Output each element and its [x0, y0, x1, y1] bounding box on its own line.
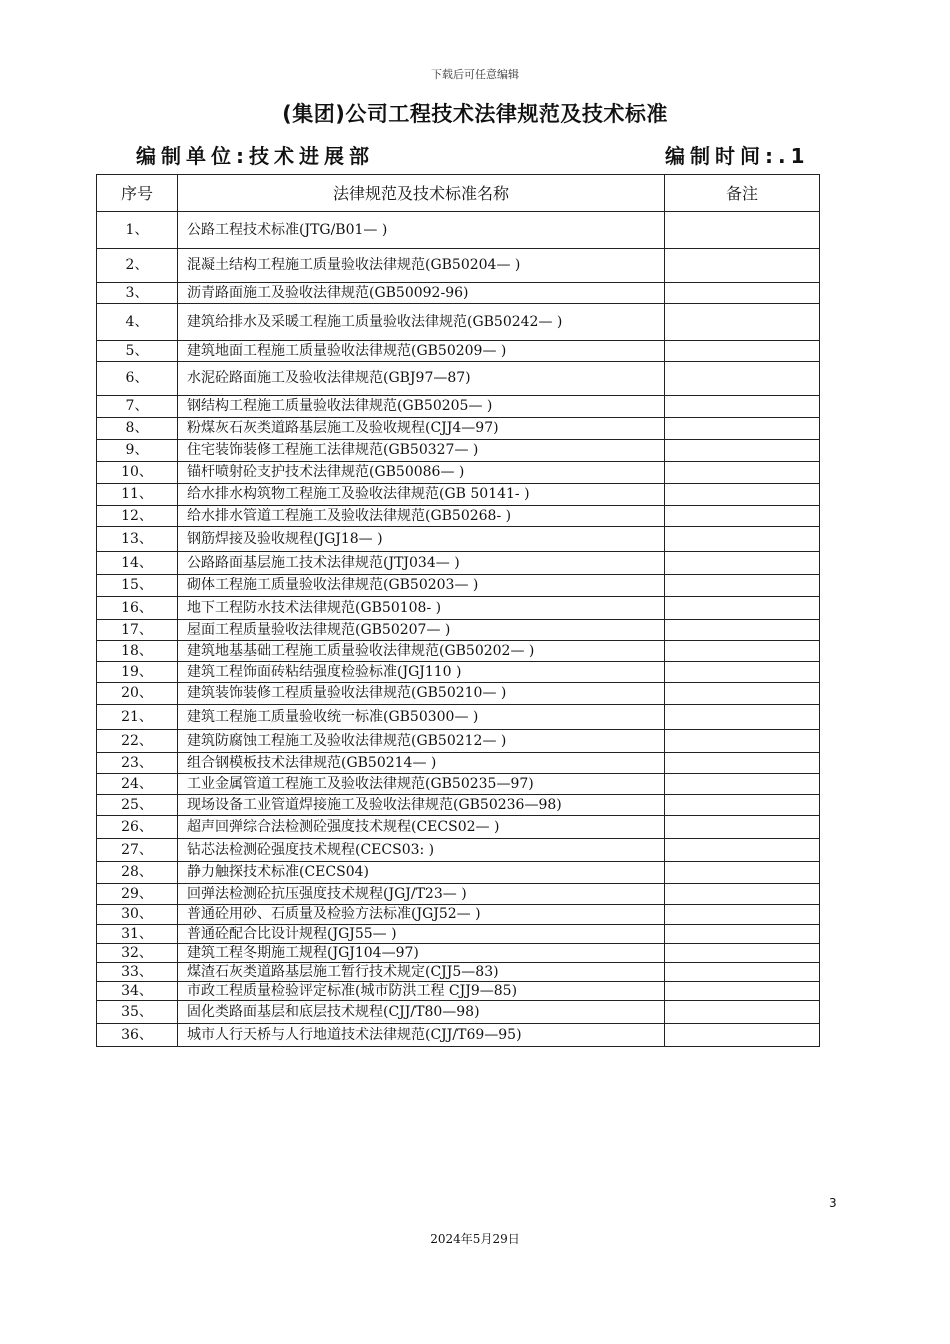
row-remarks: [665, 839, 820, 862]
table-row: [97, 944, 820, 963]
table-header-row: [97, 175, 820, 212]
row-standard-name: 地下工程防水技术法律规范(GB50108- ): [178, 597, 665, 620]
row-standard-name: 混凝土结构工程施工质量验收法律规范(GB50204— ): [178, 249, 665, 283]
row-standard-name: 建筑装饰装修工程质量验收法律规范(GB50210— ): [178, 683, 665, 705]
table-row: [97, 304, 820, 341]
row-remarks: [665, 662, 820, 683]
row-standard-name: 建筑工程冬期施工规程(JGJ104—97): [178, 944, 665, 963]
row-remarks: [665, 982, 820, 1001]
row-remarks: [665, 1024, 820, 1047]
row-remarks: [665, 944, 820, 963]
table-row: [97, 620, 820, 641]
row-serial-number: 12、: [97, 506, 178, 527]
row-serial-number: 19、: [97, 662, 178, 683]
table-row: [97, 440, 820, 462]
row-serial-number: 36、: [97, 1024, 178, 1047]
row-remarks: [665, 396, 820, 418]
standards-table: [96, 174, 820, 1047]
row-standard-name: 住宅装饰装修工程施工法律规范(GB50327— ): [178, 440, 665, 462]
row-remarks: [665, 440, 820, 462]
row-serial-number: 24、: [97, 774, 178, 795]
row-serial-number: 11、: [97, 484, 178, 506]
row-serial-number: 7、: [97, 396, 178, 418]
table-row: [97, 1001, 820, 1024]
row-standard-name: 钢筋焊接及验收规程(JGJ18— ): [178, 527, 665, 552]
row-serial-number: 27、: [97, 839, 178, 862]
row-remarks: [665, 484, 820, 506]
row-standard-name: 工业金属管道工程施工及验收法律规范(GB50235—97): [178, 774, 665, 795]
table-row: [97, 575, 820, 597]
row-remarks: [665, 705, 820, 730]
row-serial-number: 3、: [97, 283, 178, 304]
row-standard-name: 建筑地基基础工程施工质量验收法律规范(GB50202— ): [178, 641, 665, 662]
row-serial-number: 31、: [97, 925, 178, 944]
row-serial-number: 29、: [97, 884, 178, 905]
row-standard-name: 回弹法检测砼抗压强度技术规程(JGJ/T23— ): [178, 884, 665, 905]
row-remarks: [665, 341, 820, 362]
row-serial-number: 15、: [97, 575, 178, 597]
table-row: [97, 249, 820, 283]
row-standard-name: 砌体工程施工质量验收法律规范(GB50203— ): [178, 575, 665, 597]
page-number: 3: [829, 1196, 837, 1210]
row-remarks: [665, 925, 820, 944]
table-row: [97, 418, 820, 440]
compiling-unit: 编制单位:技术进展部: [136, 144, 374, 168]
table-row: [97, 396, 820, 418]
row-serial-number: 13、: [97, 527, 178, 552]
row-remarks: [665, 641, 820, 662]
row-standard-name: 给水排水构筑物工程施工及验收法律规范(GB 50141- ): [178, 484, 665, 506]
table-row: [97, 905, 820, 925]
table-body: [97, 212, 820, 1047]
row-serial-number: 5、: [97, 341, 178, 362]
table-row: [97, 705, 820, 730]
row-standard-name: 屋面工程质量验收法律规范(GB50207— ): [178, 620, 665, 641]
row-standard-name: 普通砼用砂、石质量及检验方法标准(JGJ52— ): [178, 905, 665, 925]
table-row: [97, 683, 820, 705]
table-row: [97, 212, 820, 249]
row-serial-number: 35、: [97, 1001, 178, 1024]
table-row: [97, 925, 820, 944]
row-remarks: [665, 212, 820, 249]
row-remarks: [665, 963, 820, 982]
row-serial-number: 16、: [97, 597, 178, 620]
table-row: [97, 795, 820, 816]
row-standard-name: 水泥砼路面施工及验收法律规范(GBJ97—87): [178, 362, 665, 396]
table-row: [97, 527, 820, 552]
row-serial-number: 30、: [97, 905, 178, 925]
row-serial-number: 2、: [97, 249, 178, 283]
row-serial-number: 20、: [97, 683, 178, 705]
table-row: [97, 283, 820, 304]
row-standard-name: 建筑给排水及采暖工程施工质量验收法律规范(GB50242— ): [178, 304, 665, 341]
row-remarks: [665, 527, 820, 552]
row-remarks: [665, 597, 820, 620]
table-row: [97, 362, 820, 396]
row-standard-name: 建筑工程饰面砖粘结强度检验标准(JGJ110 ): [178, 662, 665, 683]
row-remarks: [665, 620, 820, 641]
row-remarks: [665, 506, 820, 527]
row-standard-name: 建筑地面工程施工质量验收法律规范(GB50209— ): [178, 341, 665, 362]
row-standard-name: 市政工程质量检验评定标准(城市防洪工程 CJJ9—85): [178, 982, 665, 1001]
row-remarks: [665, 362, 820, 396]
row-remarks: [665, 304, 820, 341]
row-standard-name: 固化类路面基层和底层技术规程(CJJ/T80—98): [178, 1001, 665, 1024]
row-standard-name: 煤渣石灰类道路基层施工暂行技术规定(CJJ5—83): [178, 963, 665, 982]
row-remarks: [665, 753, 820, 774]
table-row: [97, 1024, 820, 1047]
footer-date: 2024年5月29日: [430, 1232, 520, 1246]
table-row: [97, 641, 820, 662]
row-serial-number: 32、: [97, 944, 178, 963]
row-remarks: [665, 249, 820, 283]
row-remarks: [665, 283, 820, 304]
table-row: [97, 982, 820, 1001]
table-row: [97, 597, 820, 620]
table-row: [97, 963, 820, 982]
row-serial-number: 22、: [97, 730, 178, 753]
row-standard-name: 沥青路面施工及验收法律规范(GB50092-96): [178, 283, 665, 304]
row-serial-number: 21、: [97, 705, 178, 730]
table-row: [97, 774, 820, 795]
table-row: [97, 862, 820, 884]
table-row: [97, 839, 820, 862]
page-header-note: 下载后可任意编辑: [431, 68, 519, 81]
header-serial-number: 序号: [97, 175, 178, 212]
row-serial-number: 17、: [97, 620, 178, 641]
row-remarks: [665, 683, 820, 705]
row-serial-number: 8、: [97, 418, 178, 440]
row-serial-number: 33、: [97, 963, 178, 982]
row-serial-number: 18、: [97, 641, 178, 662]
row-serial-number: 9、: [97, 440, 178, 462]
table-row: [97, 462, 820, 484]
row-serial-number: 1、: [97, 212, 178, 249]
row-remarks: [665, 862, 820, 884]
row-standard-name: 组合钢模板技术法律规范(GB50214— ): [178, 753, 665, 774]
row-remarks: [665, 462, 820, 484]
row-standard-name: 城市人行天桥与人行地道技术法律规范(CJJ/T69—95): [178, 1024, 665, 1047]
row-remarks: [665, 816, 820, 839]
table-row: [97, 816, 820, 839]
row-standard-name: 给水排水管道工程施工及验收法律规范(GB50268- ): [178, 506, 665, 527]
row-standard-name: 钢结构工程施工质量验收法律规范(GB50205— ): [178, 396, 665, 418]
row-standard-name: 超声回弹综合法检测砼强度技术规程(CECS02— ): [178, 816, 665, 839]
table-row: [97, 753, 820, 774]
row-standard-name: 建筑防腐蚀工程施工及验收法律规范(GB50212— ): [178, 730, 665, 753]
row-remarks: [665, 795, 820, 816]
table-row: [97, 730, 820, 753]
row-serial-number: 6、: [97, 362, 178, 396]
row-serial-number: 4、: [97, 304, 178, 341]
table-row: [97, 484, 820, 506]
header-remarks: 备注: [665, 175, 820, 212]
row-serial-number: 14、: [97, 552, 178, 575]
table-row: [97, 506, 820, 527]
row-standard-name: 粉煤灰石灰类道路基层施工及验收规程(CJJ4—97): [178, 418, 665, 440]
row-remarks: [665, 1001, 820, 1024]
row-serial-number: 34、: [97, 982, 178, 1001]
row-standard-name: 钻芯法检测砼强度技术规程(CECS03: ): [178, 839, 665, 862]
row-remarks: [665, 575, 820, 597]
row-serial-number: 10、: [97, 462, 178, 484]
row-standard-name: 建筑工程施工质量验收统一标准(GB50300— ): [178, 705, 665, 730]
row-standard-name: 静力触探技术标准(CECS04): [178, 862, 665, 884]
table-row: [97, 662, 820, 683]
compiling-time: 编制时间:.1: [665, 144, 810, 168]
header-standard-name: 法律规范及技术标准名称: [178, 175, 665, 212]
row-remarks: [665, 905, 820, 925]
table-row: [97, 341, 820, 362]
row-serial-number: 25、: [97, 795, 178, 816]
row-remarks: [665, 418, 820, 440]
row-remarks: [665, 552, 820, 575]
row-standard-name: 公路路面基层施工技术法律规范(JTJ034— ): [178, 552, 665, 575]
document-title: (集团)公司工程技术法律规范及技术标准: [282, 102, 668, 126]
row-serial-number: 26、: [97, 816, 178, 839]
row-serial-number: 23、: [97, 753, 178, 774]
table-row: [97, 552, 820, 575]
row-standard-name: 现场设备工业管道焊接施工及验收法律规范(GB50236—98): [178, 795, 665, 816]
row-standard-name: 普通砼配合比设计规程(JGJ55— ): [178, 925, 665, 944]
row-standard-name: 锚杆喷射砼支护技术法律规范(GB50086— ): [178, 462, 665, 484]
row-standard-name: 公路工程技术标准(JTG/B01— ): [178, 212, 665, 249]
row-remarks: [665, 774, 820, 795]
row-remarks: [665, 730, 820, 753]
row-remarks: [665, 884, 820, 905]
row-serial-number: 28、: [97, 862, 178, 884]
table-row: [97, 884, 820, 905]
